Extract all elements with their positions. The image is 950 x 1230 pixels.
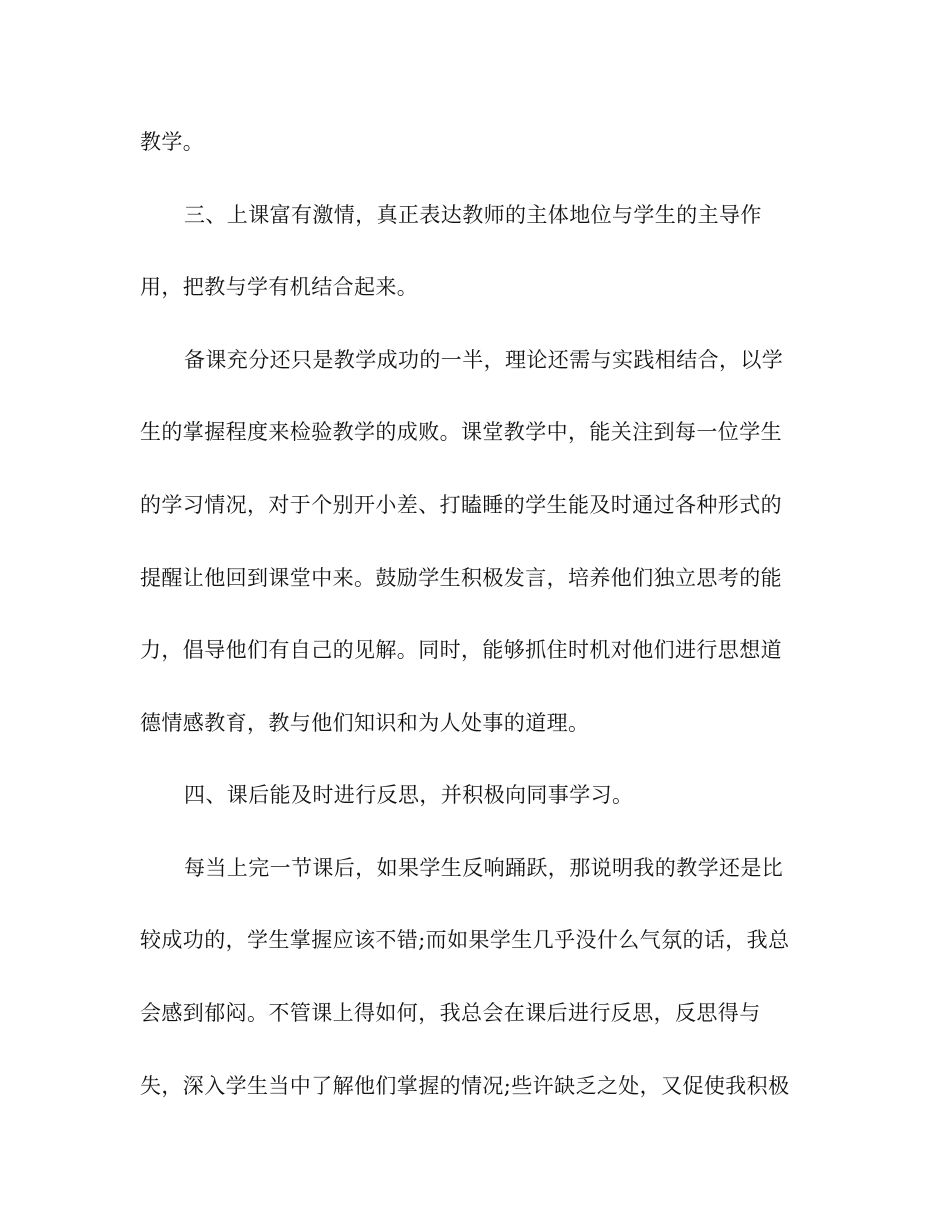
text-line: 较成功的，学生掌握应该不错;而如果学生几乎没什么气氛的话，我总 — [140, 928, 790, 952]
section-heading-three: 三、上课富有激情，真正表达教师的主体地位与学生的主导作 — [184, 203, 762, 227]
paragraph-start: 备课充分还只是教学成功的一半，理论还需与实践相结合，以学 — [184, 348, 784, 372]
paragraph-start: 每当上完一节课后，如果学生反响踊跃，那说明我的教学还是比 — [184, 856, 784, 880]
text-line: 失，深入学生当中了解他们掌握的情况;些许缺乏之处，又促使我积极 — [140, 1074, 790, 1098]
text-line: 德情感教育，教与他们知识和为人处事的道理。 — [140, 711, 590, 735]
text-line: 教学。 — [140, 130, 205, 154]
text-line: 力，倡导他们有自己的见解。同时，能够抓住时机对他们进行思想道 — [140, 638, 782, 662]
text-line: 的学习情况，对于个别开小差、打瞌睡的学生能及时通过各种形式的 — [140, 493, 782, 517]
text-line: 生的掌握程度来检验教学的成败。课堂教学中，能关注到每一位学生 — [140, 420, 782, 444]
text-line: 提醒让他回到课堂中来。鼓励学生积极发言，培养他们独立思考的能 — [140, 566, 782, 590]
text-line: 会感到郁闷。不管课上得如何，我总会在课后进行反思，反思得与 — [140, 1001, 761, 1025]
text-line: 用，把教与学有机结合起来。 — [140, 275, 419, 299]
section-heading-four: 四、课后能及时进行反思，并积极向同事学习。 — [184, 783, 634, 807]
